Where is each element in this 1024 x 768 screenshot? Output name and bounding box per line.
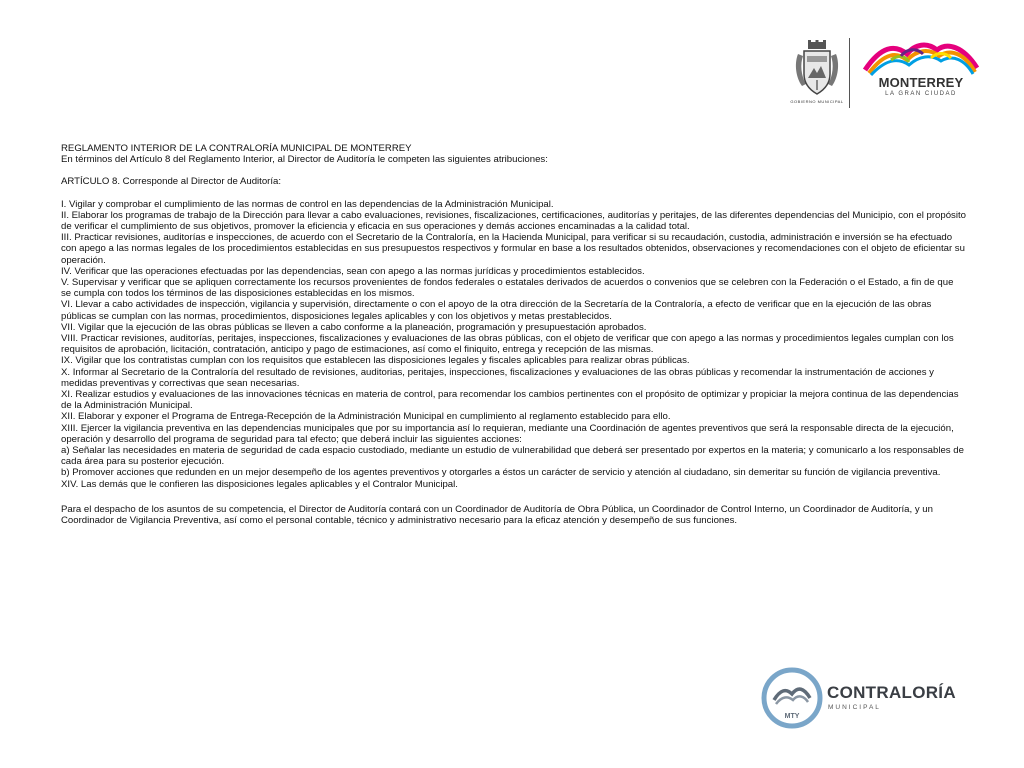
header-logos [788,36,988,112]
logo-divider [849,38,850,108]
mountain-ribbons-icon [861,40,981,76]
contraloria-emblem-icon [760,666,824,730]
attribution-item: VII. Vigilar que la ejecución de las obras públicas se lleven a cabo conforme a la planeación, programación y presupuestación aprobados. [61,321,647,333]
attribution-item: IV. Verificar que las operaciones efectuadas por las dependencias, sean con apego a las normas jurídicas y procedimientos establecidos. [61,265,645,277]
attribution-item: VIII. Practicar revisiones, auditorías, peritajes, inspecciones, fiscalizaciones y evaluaciones de las obras públicas, con el objeto de verificar que con apego a las normas y procedimientos legales cumplan con los requisitos de aprobación, licitación, contratación, anticipo y pago de estimaciones, así como el finiquito, entrega y recepción de las mismas. [61,333,954,356]
org-subtitle: MUNICIPAL [828,704,881,711]
attribution-subitem: a) Señalar las necesidades en materia de seguridad de cada espacio custodiado, mediante un estudio de vulnerabilidad que deberá ser presentado por expertos en la materia; y comunicarlo a los responsables de cada área para su posterior ejecución. [61,445,964,468]
org-name: CONTRALORÍA [827,683,956,702]
attribution-item: VI. Llevar a cabo actividades de inspección, vigilancia y supervisión, directamente o con el apoyo de la otra dirección de la Secretaría de la Contraloría, a efecto de verificar que en la ejecución de las obras públicas se cumplan con las normas, procedimientos, disposiciones legales aplicables y con los objetivos y metas prestablecidos. [61,299,932,322]
document-intro: En términos del Artículo 8 del Reglamento Interior, al Director de Auditoría le competen las siguientes atribuciones: [61,154,548,166]
attribution-item: I. Vigilar y comprobar el cumplimiento de las normas de control en las dependencias de la Administración Municipal. [61,198,554,210]
city-tagline: LA GRAN CIUDAD [885,91,957,97]
shield-icon [794,40,840,98]
attribution-item: X. Informar al Secretario de la Contraloría del resultado de revisiones, auditorias, peritajes, inspecciones, fiscalizaciones y evaluaciones de las obras públicas y recomendar la instrumentación de acciones y medidas preventivas y correctivas que sean necesarias. [61,366,934,389]
government-label: GOBIERNO MUNICIPAL [790,99,844,104]
document-body [61,143,966,526]
contraloria-logo [760,666,970,732]
municipal-coat-of-arms [788,40,846,110]
attribution-item: IX. Vigilar que los contratistas cumplan con los requisitos que establecen las disposiciones legales y fiscales aplicables para realizar obras públicas. [61,355,690,367]
badge-text: MTY [784,713,800,720]
attribution-item: V. Supervisar y verificar que se apliquen correctamente los recursos provenientes de fondos federales o estatales derivados de acuerdos o convenios que se celebren con la Federación o el Estado, a fin de que se cumpla con todos los términos de las disposiciones establecidas en los mismos. [61,277,954,300]
attribution-item: XIII. Ejercer la vigilancia preventiva en las dependencias municipales que por su importancia así lo requieran, mediante una Coordinación de agentes preventivos que será la responsable directa de la ejecución, operación y desarrollo del programa de seguridad para tal efecto; que deberá incluir las siguientes acciones: [61,422,954,445]
attribution-item: XIV. Las demás que le confieren las disposiciones legales aplicables y el Contralor Municipal. [61,478,458,490]
article-heading: ARTÍCULO 8. Corresponde al Director de Auditoría: [61,176,282,188]
document-title: REGLAMENTO INTERIOR DE LA CONTRALORÍA MUNICIPAL DE MONTERREY [61,143,412,154]
attribution-item: XII. Elaborar y exponer el Programa de Entrega-Recepción de la Administración Municipal en cumplimiento al reglamento establecido para ello. [61,411,671,423]
attribution-subitem: b) Promover acciones que redunden en un mejor desempeño de los agentes preventivos y otorgarles a éstos un carácter de servicio y atención al ciudadano, sin demeritar su función de vigilancia preventiva. [61,467,941,479]
attribution-item: II. Elaborar los programas de trabajo de la Dirección para llevar a cabo evaluaciones, revisiones, fiscalizaciones, certificaciones, auditorías y peritajes, de las diferentes dependencias del Municipio, con el propósito de verificar el cumplimiento de sus objetivos, promover la eficiencia y eficacia en sus operaciones y demás acciones encaminadas a la calidad total. [61,209,966,233]
monterrey-logo [854,40,988,110]
closing-paragraph: Para el despacho de los asuntos de su competencia, el Director de Auditoría contará con un Coordinador de Auditoría de Obra Pública, un Coordinador de Control Interno, un Coordinador de Auditoría, y un Coordinador de Vigilancia Preventiva, así como el personal contable, técnico y administrativo necesario para la eficaz atención y desempeño de sus funciones. [61,503,933,527]
city-name: MONTERREY [878,75,964,90]
attribution-item: XI. Realizar estudios y evaluaciones de las innovaciones técnicas en materia de control, para recomendar los cambios pertinentes con el propósito de optimizar y propiciar la mejora continua de las dependencias de la Administración Municipal. [61,389,959,412]
attribution-item: III. Practicar revisiones, auditorías e inspecciones, de acuerdo con el Secretario de la Contraloría, en la Hacienda Municipal, para verificar si su recaudación, custodia, administración e inversión se ha efectuado con apego a las normas legales de los procedimientos establecidas en sus presupuestos respectivos y formular en base a los resultados obtenidos, observaciones y recomendaciones con el objeto de eficientar su operación. [61,232,965,266]
